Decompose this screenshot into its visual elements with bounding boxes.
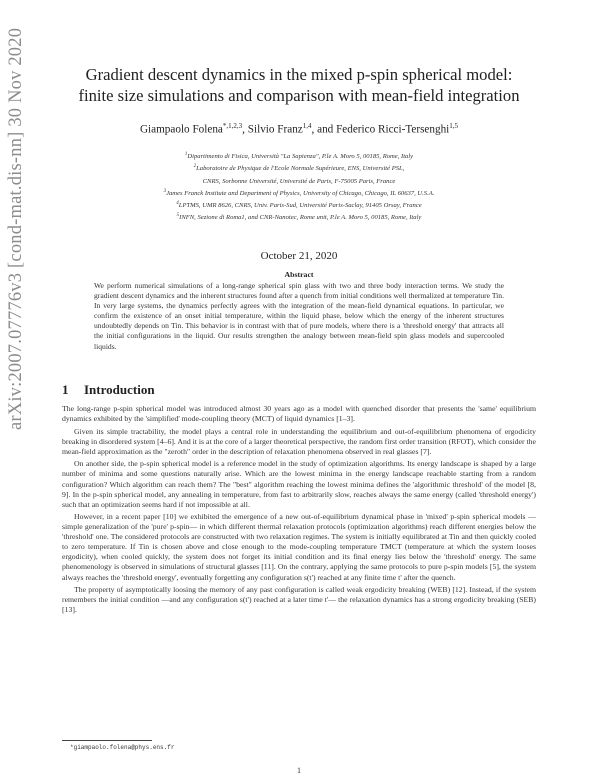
affiliation: CNRS, Sorbonne Université, Université de Paris, F-75005 Paris, France (202, 177, 396, 185)
affiliation: $^4$LPTMS, UMR 8626, CNRS, Univ. Paris-Sud, Université Paris-Saclay, 91405 Orsay, France (176, 201, 422, 210)
abstract-heading: Abstract (284, 270, 314, 279)
paper-title (62, 64, 536, 106)
affiliation: $^2$Laboratoire de Physique de l'Ecole Normale Supérieure, ENS, Université PSL, (193, 164, 405, 173)
footnote-email: *giampaolo.folena@phys.ens.fr (70, 744, 175, 751)
footnote-rule (62, 740, 152, 741)
page-number: 1 (297, 766, 301, 775)
affiliation: $^1$Dipartimento di Fisica, Università "La Sapienza", P.le A. Moro 5, 00185, Rome, Italy (184, 152, 414, 161)
paragraph: The property of asymptotically loosing the memory of any past configuration is called weak ergodicity breaking (WEB) [12]. Instead, if the system remembers the initial condition —and any configuration s(t') reached at a later time t'— the relaxation dynamics has a strong ergodicity breaking (SEB) [13]. (62, 585, 536, 615)
section-number: 1 (62, 382, 69, 397)
publication-date: October 21, 2020 (260, 250, 338, 262)
body-text (62, 404, 536, 618)
affiliation: $^3$James Franck Institute and Department of Physics, University of Chicago, Chicago, IL 60637, U.S.A. (163, 188, 435, 198)
arxiv-identifier: arXiv:2007.07776v3 [cond-mat.dis-nn] 30 Nov 2020 (6, 27, 26, 430)
paragraph: Given its simple tractability, the model plays a central role in understanding the equilibrium and out-of-equilibrium phenomena of ergodicity breaking in disordered system [4–6]. And it is at the core of a larger theoretical perspective, the random first order transition (RFOT), which consider the mean-field approximation as the "zeroth" order in the description of relaxation phenomena observed in real glasses [7]. (62, 426, 536, 456)
affiliations (62, 150, 536, 224)
title-line-1: Gradient descent dynamics in the mixed p-spin spherical model: (85, 65, 513, 84)
author-list (62, 122, 536, 136)
paragraph: The long-range p-spin spherical model was introduced almost 30 years ago as a model with quenched disorder that presents the 'same' equilibrium dynamics exhibited by the 'simplified' mode-coupling theory (MCT) of liquid dynamics [1–3]. (62, 404, 536, 424)
abstract-text: We perform numerical simulations of a long-range spherical spin glass with two and three body interaction terms. We study the gradient descent dynamics and the inherent structures found after a quench from initial conditions well thermalized at temperature Tin. In very large systems, the dynamics perfectly agrees with the integration of the mean-field dynamical equations. In particular, we confirm the existence of an onset initial temperature, within the liquid phase, below which the energy of the inherent structures undoubtedly depends on Tin. This behavior is in contrast with that of pure models, where there is a 'threshold energy' that attracts all the initial configurations in the liquid. Our results strengthen the analogy between mean-field spin glass models and supercooled liquids. (94, 281, 504, 351)
section-title: Introduction (84, 382, 155, 397)
paragraph: On another side, the p-spin spherical model is a reference model in the study of optimization algorithms. Its energy landscape is shaped by a large number of minima and some questions naturally arise. Which are the lowest minima in the energy landscape reachable starting from a random configuration? Which algorithm can reach them? The "best" algorithm reaching the lowest minima defines the 'algorithmic threshold' of the model [8, 9]. In the p-spin spherical model, any annealing in temperature, from fast to arbitrarily slow, reaches always the same energy (called 'threshold energy') such that an optimization seems hard if not impossible at all. (62, 459, 536, 509)
author-marks: 1,4 (302, 122, 312, 130)
affiliation: $^5$INFN, Sezione di Roma1, and CNR-Nanotec, Rome unit, P.le A. Moro 5, 00185, Rome, Italy (176, 213, 422, 222)
section-heading (62, 382, 536, 398)
author-name: Federico Ricci-Tersenghi (336, 123, 450, 136)
author-marks: *,1,2,3 (222, 122, 243, 130)
author-marks: 1,5 (449, 122, 459, 130)
author-separator: , and (311, 123, 337, 136)
author-name: Giampaolo Folena (139, 123, 223, 136)
author-name: Silvio Franz (247, 123, 303, 136)
paragraph: However, in a recent paper [10] we exhibited the emergence of a new out-of-equilibrium dynamical phase in 'mixed' p-spin spherical models —simple generalization of the 'pure' p-spin— in which different thermal relaxation protocols (optimization algorithms) reach different energies below the 'threshold' one. The considered protocols are constructed with two relaxation regimes. The system is initially equilibrated at Tin and then quickly cooled to zero temperature. If Tin is chosen above and close enough to the mode-coupling temperature TMCT (temperature at which the system looses ergodicity), when cooled quickly, the system does not forget its initial condition and its final energy lies below the 'threshold' energy. The same phenomenology is observed in simulations of structural glasses [11]. On the contrary, applying the same protocols to pure p-spin models [5], the system always reaches the 'threshold energy', eventually forgetting any configuration s(t') reached at any finite time t' after the quench. (62, 512, 536, 582)
title-line-2: finite size simulations and comparison with mean-field integration (78, 86, 520, 105)
author-separator: , (242, 123, 248, 136)
